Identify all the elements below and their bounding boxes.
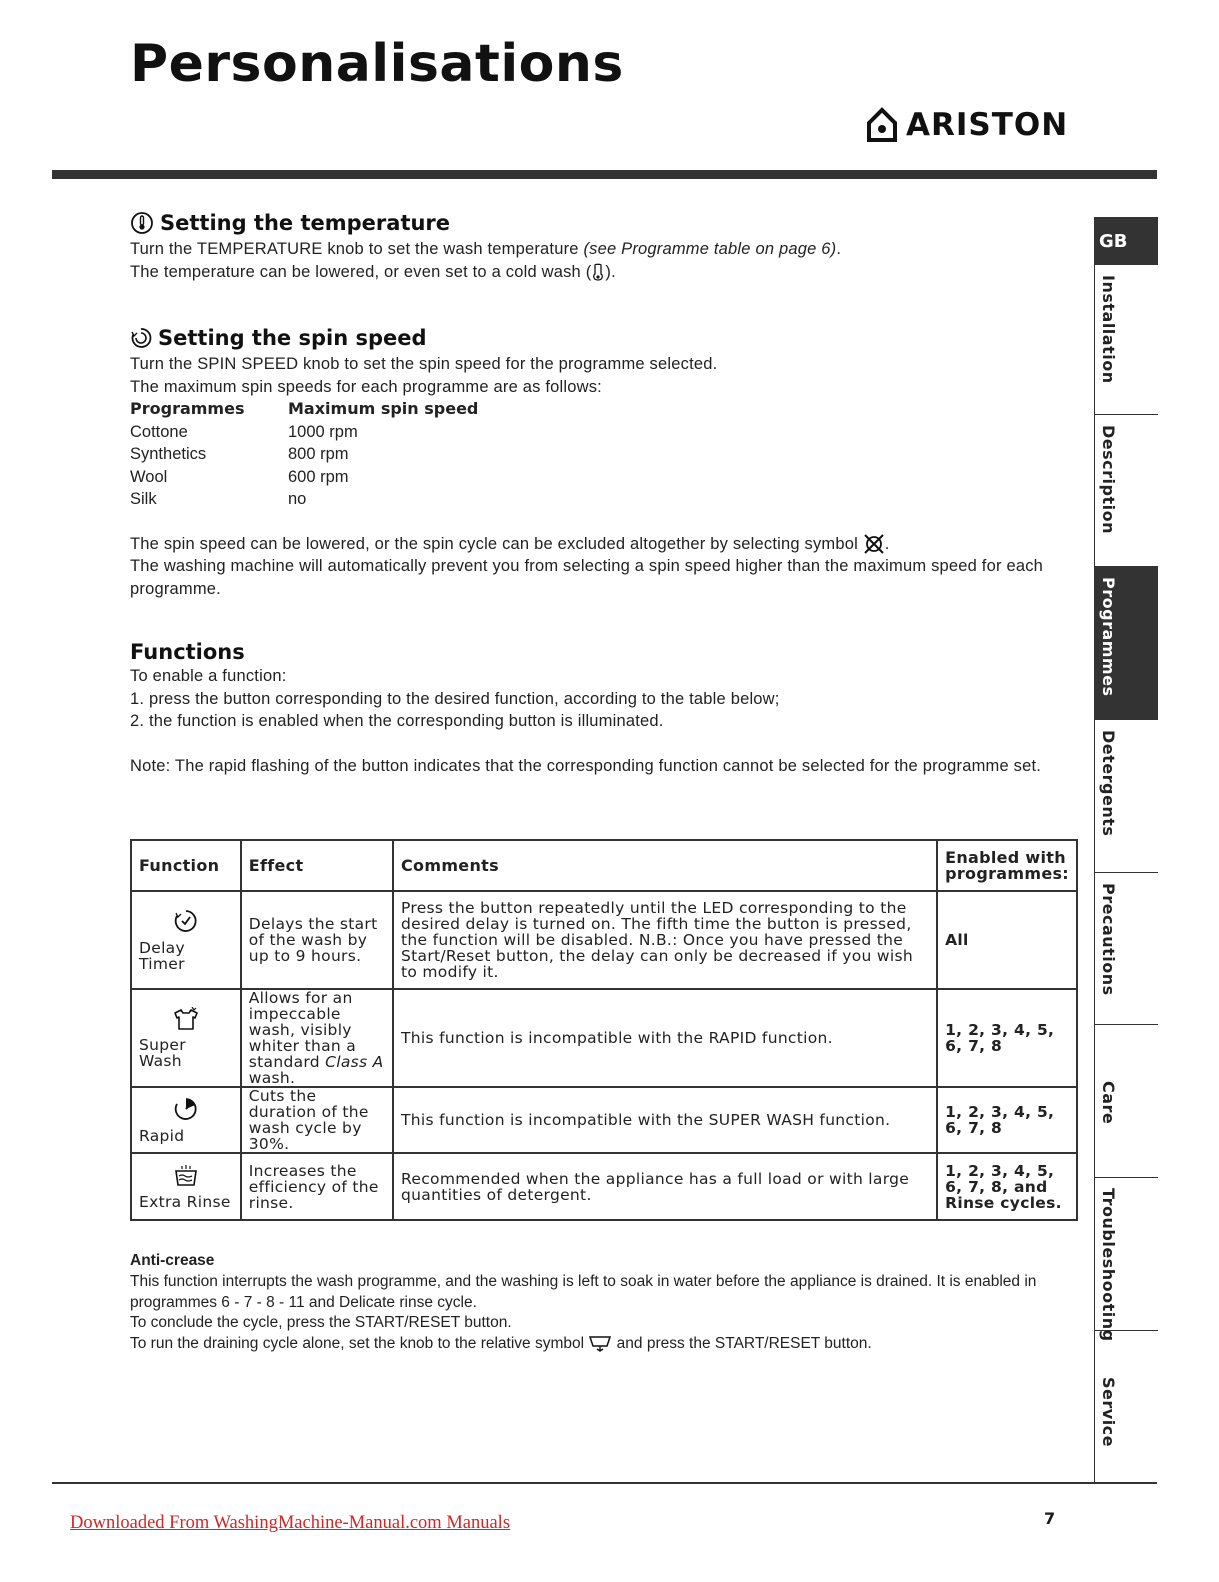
spin-note2: The washing machine will automatically prevent you from selecting a spin speed higher than the maximum speed for each programme. — [130, 557, 1044, 598]
tab-label: Precautions — [1099, 883, 1118, 996]
functions-intro: To enable a function: — [130, 667, 287, 686]
temperature-line1 — [130, 238, 1078, 261]
temperature-heading — [130, 208, 1078, 238]
col-comments: Comments — [393, 840, 937, 891]
tab-description[interactable] — [1095, 415, 1158, 567]
table-row — [130, 466, 478, 489]
spin-icon — [130, 326, 152, 350]
effect-text: wash. — [248, 1069, 296, 1087]
main-content — [130, 208, 1078, 777]
functions-note: Note: The rapid flashing of the button indicates that the corresponding function cannot be selected for the programme set. — [130, 756, 1042, 775]
section-sidebar — [1094, 217, 1158, 1483]
anticrease-title: Anti-crease — [130, 1252, 215, 1269]
spin-note1-text: The spin speed can be lowered, or the spin cycle can be excluded altogether by selecting symbol — [130, 534, 863, 553]
table-row — [131, 1153, 1077, 1220]
table-row — [130, 488, 478, 511]
tab-label: Detergents — [1099, 730, 1118, 837]
tab-label: Care — [1099, 1081, 1118, 1125]
table-row — [131, 891, 1077, 989]
punct: . — [836, 240, 842, 258]
brand-name: ARISTON — [906, 107, 1069, 143]
anticrease-p3 — [130, 1334, 1078, 1355]
functions-table — [130, 839, 1078, 1221]
table-row — [131, 989, 1077, 1087]
effect-class-a: Class A — [325, 1053, 384, 1071]
comments-cell: This function is incompatible with the SUPER WASH function. — [393, 1087, 937, 1153]
page-title: Personalisations — [130, 34, 624, 94]
col-effect: Effect — [241, 840, 393, 891]
functions-step2: 2. the function is enabled when the corresponding button is illuminated. — [130, 712, 664, 731]
comments-cell: Recommended when the appliance has a full load or with large quantities of detergent. — [393, 1153, 937, 1220]
cold-wash-icon — [591, 263, 605, 281]
temperature-line1-text: Turn the TEMPERATURE knob to set the wash temperature — [130, 240, 584, 258]
drain-icon — [588, 1334, 612, 1352]
ariston-house-icon — [866, 107, 898, 143]
tab-label: Installation — [1099, 275, 1118, 384]
tab-troubleshooting[interactable] — [1095, 1178, 1158, 1342]
anticrease-section — [130, 1251, 1078, 1354]
spin-speed-table — [130, 398, 478, 511]
col-max-speed: Maximum spin speed — [288, 399, 479, 418]
temperature-line2-text: The temperature can be lowered, or even set to a cold wash ( — [130, 262, 592, 281]
functions-heading — [130, 639, 1078, 665]
function-cell — [131, 891, 241, 989]
brand-logo — [866, 106, 1068, 144]
anticrease-p3-text: and press the START/RESET button. — [612, 1334, 872, 1352]
programme-speed: 1000 rpm — [288, 422, 358, 441]
tab-care[interactable] — [1095, 1025, 1158, 1178]
col-function: Function — [131, 840, 241, 891]
rapid-icon — [173, 1096, 199, 1122]
super-wash-icon — [172, 1007, 200, 1031]
spin-heading — [130, 323, 1078, 353]
effect-text: Allows for an impeccable wash, visibly whiter than a standard — [248, 989, 357, 1071]
tab-precautions[interactable] — [1095, 873, 1158, 1025]
table-row — [131, 1087, 1077, 1153]
function-cell — [131, 1153, 241, 1220]
language-badge: GB — [1095, 217, 1158, 265]
programme-name: Wool — [130, 467, 168, 486]
anticrease-p3-text: To run the draining cycle alone, set the knob to the relative symbol — [130, 1334, 589, 1352]
function-cell — [131, 1087, 241, 1153]
bottom-divider — [52, 1482, 1157, 1484]
temperature-heading-text: Setting the temperature — [160, 211, 451, 235]
programme-speed: no — [288, 490, 307, 508]
download-source-link[interactable]: Downloaded From WashingMachine-Manual.com Manuals — [70, 1513, 511, 1533]
table-row — [130, 421, 478, 444]
enabled-cell: 1, 2, 3, 4, 5, 6, 7, 8, and Rinse cycles. — [937, 1153, 1077, 1220]
thermometer-icon — [130, 211, 154, 235]
function-name: Delay Timer — [139, 939, 185, 973]
function-name: Super Wash — [139, 1036, 186, 1070]
programme-speed: 600 rpm — [288, 467, 349, 486]
effect-cell: Delays the start of the wash by up to 9 hours. — [241, 891, 393, 989]
temperature-line2 — [130, 261, 1078, 284]
programme-name: Synthetics — [130, 445, 207, 463]
function-name: Rapid — [139, 1127, 185, 1145]
programme-table-reference: (see Programme table on page 6) — [583, 240, 837, 258]
tab-installation[interactable] — [1095, 265, 1158, 415]
effect-cell — [241, 989, 393, 1087]
effect-cell: Cuts the duration of the wash cycle by 30%. — [241, 1087, 393, 1153]
enabled-cell: All — [937, 891, 1077, 989]
programme-name: Cottone — [130, 422, 188, 441]
spin-note1 — [130, 533, 1078, 556]
delay-timer-icon — [173, 908, 199, 934]
table-row — [130, 443, 478, 466]
programme-name: Silk — [130, 490, 157, 508]
anticrease-p1: This function interrupts the wash programme, and the washing is left to soak in water before the appliance is drained. It is enabled in programmes 6 - 7 - 8 - 11 and Delicate rinse cycle. — [130, 1273, 1037, 1311]
tab-service[interactable] — [1095, 1331, 1158, 1482]
page-number: 7 — [1044, 1509, 1056, 1528]
spin-heading-text: Setting the spin speed — [158, 326, 427, 350]
function-name: Extra Rinse — [139, 1192, 231, 1211]
tab-detergents[interactable] — [1095, 720, 1158, 873]
function-cell — [131, 989, 241, 1087]
tab-programmes[interactable] — [1095, 567, 1158, 720]
comments-cell: This function is incompatible with the RAPID function. — [393, 989, 937, 1087]
tab-label: Description — [1099, 425, 1118, 534]
top-divider — [52, 170, 1157, 179]
spin-line2: The maximum spin speeds for each programme are as follows: — [130, 377, 602, 396]
enabled-cell: 1, 2, 3, 4, 5, 6, 7, 8 — [937, 989, 1077, 1087]
functions-heading-text: Functions — [130, 640, 245, 665]
col-programmes: Programmes — [130, 399, 245, 418]
col-enabled: Enabled with programmes: — [937, 840, 1077, 891]
punct: . — [884, 534, 890, 553]
tab-label: Programmes — [1099, 577, 1118, 697]
extra-rinse-icon — [173, 1164, 199, 1188]
comments-cell: Press the button repeatedly until the LED corresponding to the desired delay is turned on. The fifth time the button is pressed, the function will be disabled. N.B.: Once you have pressed the Start/Reset button, the delay can only be decreased if you wish to modify it. — [393, 891, 937, 989]
effect-cell: Increases the efficiency of the rinse. — [241, 1153, 393, 1220]
spin-line1: Turn the SPIN SPEED knob to set the spin speed for the programme selected. — [130, 355, 718, 373]
punct: ). — [605, 262, 616, 281]
functions-step1: 1. press the button corresponding to the desired function, according to the table below; — [130, 689, 780, 708]
programme-speed: 800 rpm — [288, 445, 349, 463]
tab-label: Service — [1099, 1377, 1118, 1448]
tab-label: Troubleshooting — [1099, 1188, 1118, 1342]
anticrease-p2: To conclude the cycle, press the START/RESET button. — [130, 1314, 512, 1331]
no-spin-icon — [863, 533, 885, 555]
enabled-cell: 1, 2, 3, 4, 5, 6, 7, 8 — [937, 1087, 1077, 1153]
